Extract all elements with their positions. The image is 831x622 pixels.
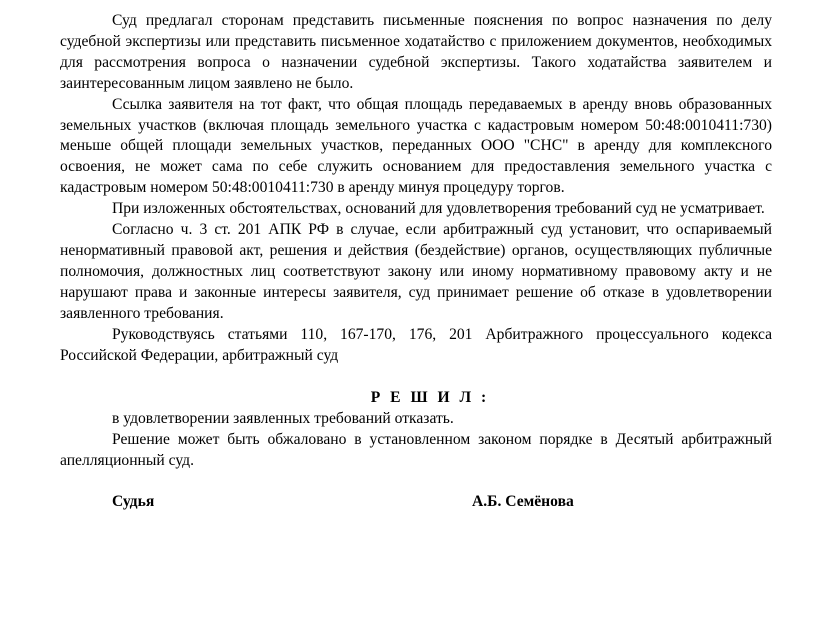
paragraph-expertise-request: Суд предлагал сторонам представить письменные пояснения по вопрос назначения по делу судебной экспертизы или представить письменное ходатайство с приложением документов, необходимых для рассмотрения вопроса о назначении судебной экспертизы. Такого ходатайства заявителем и заинтересованным лицом заявлено не было.	[60, 12, 772, 92]
signature-role: Судья	[112, 493, 155, 511]
document-page	[60, 11, 772, 514]
signature-block	[60, 492, 772, 514]
decision-appeal: Решение может быть обжаловано в установленном законом порядке в Десятый арбитражный апелляционный суд.	[60, 431, 772, 470]
paragraph-article-201: Согласно ч. 3 ст. 201 АПК РФ в случае, если арбитражный суд установит, что оспариваемый ненормативный правовой акт, решения и действия (бездействие) органов, осуществляющих публичные полномочия, должностных лиц соответствуют закону или иному нормативному правовому акту и не нарушают права и законные интересы заявителя, суд принимает решение об отказе в удовлетворении заявленного требования.	[60, 221, 772, 322]
paragraph-guided-by: Руководствуясь статьями 110, 167-170, 176, 201 Арбитражного процессуального кодекса Российской Федерации, арбитражный суд	[60, 325, 772, 364]
decision-heading: Р Е Ш И Л :	[370, 389, 490, 407]
signature-name: А.Б. Семёнова	[472, 493, 574, 511]
decision-refusal: в удовлетворении заявленных требований отказать.	[112, 410, 454, 428]
paragraph-area-argument: Ссылка заявителя на тот факт, что общая площадь передаваемых в аренду вновь образованных земельных участков (включая площадь земельного участка с кадастровым номером 50:48:0010411:730) меньше общей площади земельных участков, переданных ООО "СНС" в аренду для комплексного освоения, не может сама по себе служить основанием для предоставления земельного участка с кадастровым номером 50:48:0010411:730 в аренду минуя процедуру торгов.	[60, 95, 772, 197]
paragraph-no-grounds: При изложенных обстоятельствах, оснований для удовлетворения требований суд не усматривает.	[112, 200, 765, 218]
